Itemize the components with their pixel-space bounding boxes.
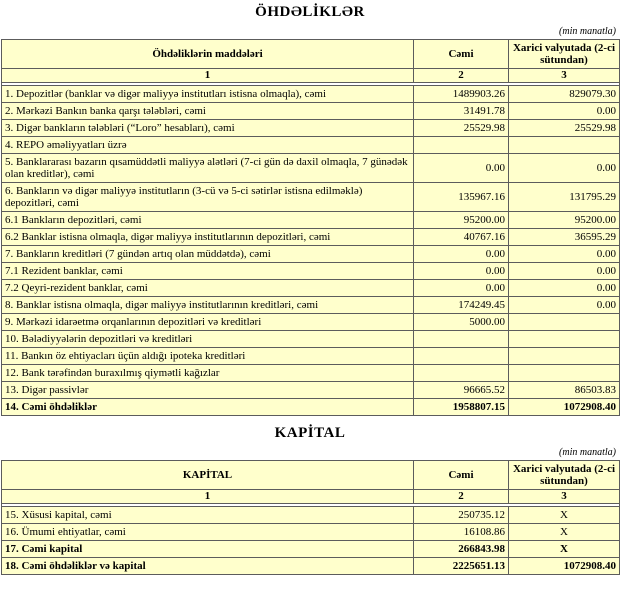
row-foreign: 0.00 [509,246,620,263]
index-row [2,490,620,504]
row-foreign: X [509,541,620,558]
unit-note: (min manatla) [559,447,616,458]
row-foreign: 0.00 [509,263,620,280]
row-label: 11. Bankın öz ehtiyacları üçün aldığı ipoteka kreditləri [2,348,414,365]
row-foreign: X [509,507,620,524]
row-total: 40767.16 [414,229,509,246]
total-header-cell: Cəmi [414,40,509,69]
capital-section [1,425,619,575]
row-label: 17. Cəmi kapital [2,541,414,558]
items-header-cell: Öhdəliklərin maddələri [2,40,414,69]
row-label: 9. Mərkəzi idarəetmə orqanlarının depozitləri və kreditləri [2,314,414,331]
row-total: 0.00 [414,246,509,263]
row-label: 7.1 Rezident banklar, cəmi [2,263,414,280]
header-row [2,40,620,69]
row-label: 1. Depozitlər (banklar və digər maliyyə institutları istisna olmaqla), cəmi [2,86,414,103]
row-foreign: 95200.00 [509,212,620,229]
table-row [2,280,620,297]
row-foreign [509,314,620,331]
table-row [2,382,620,399]
index-row [2,69,620,83]
row-label: 8. Banklar istisna olmaqla, digər maliyyə institutlarının kreditləri, cəmi [2,297,414,314]
table-row [2,297,620,314]
index-cell: 2 [414,69,509,83]
row-total: 31491.78 [414,103,509,120]
row-foreign [509,348,620,365]
table-row [2,154,620,183]
table-row [2,365,620,382]
row-total [414,331,509,348]
row-foreign [509,137,620,154]
row-label: 6. Bankların və digər maliyyə institutların (3-cü və 5-ci sətirlər istisna edilməklə) depozitləri, cəmi [2,183,414,212]
row-label: 7.2 Qeyri-rezident banklar, cəmi [2,280,414,297]
row-foreign: 829079.30 [509,86,620,103]
capital-title: KAPİTAL [274,425,346,441]
table-row [2,507,620,524]
row-total [414,365,509,382]
row-total: 0.00 [414,263,509,280]
table-row [2,103,620,120]
table-row [2,348,620,365]
total-header-cell: Cəmi [414,461,509,490]
table-row [2,183,620,212]
table-row-total-liabilities [2,399,620,416]
index-cell: 1 [2,490,414,504]
index-cell: 2 [414,490,509,504]
row-total: 266843.98 [414,541,509,558]
liabilities-section [1,4,619,416]
table-row [2,229,620,246]
row-foreign: 86503.83 [509,382,620,399]
items-header-cell: KAPİTAL [2,461,414,490]
row-foreign: 0.00 [509,280,620,297]
row-label: 7. Bankların kreditləri (7 gündən artıq olan müddətdə), cəmi [2,246,414,263]
row-label: 13. Digər passivlər [2,382,414,399]
foreign-header-cell: Xarici valyutada (2-ci sütundan) [509,461,620,490]
index-cell: 1 [2,69,414,83]
row-total: 5000.00 [414,314,509,331]
row-foreign: 1072908.40 [509,558,620,575]
row-label: 6.2 Banklar istisna olmaqla, digər maliyyə institutlarının depozitləri, cəmi [2,229,414,246]
table-row [2,120,620,137]
row-foreign [509,331,620,348]
table-row [2,524,620,541]
row-foreign: 131795.29 [509,183,620,212]
row-label: 10. Bələdiyyələrin depozitləri və kreditləri [2,331,414,348]
row-foreign: 0.00 [509,297,620,314]
row-total: 1489903.26 [414,86,509,103]
table-row [2,212,620,229]
row-foreign: 36595.29 [509,229,620,246]
capital-table [1,460,620,575]
row-total [414,348,509,365]
row-label: 12. Bank tərəfindən buraxılmış qiymətli kağızlar [2,365,414,382]
row-label: 6.1 Bankların depozitləri, cəmi [2,212,414,229]
row-label: 14. Cəmi öhdəliklər [2,399,414,416]
table-row-total-capital [2,541,620,558]
row-total: 16108.86 [414,524,509,541]
row-label: 3. Digər bankların tələbləri (“Loro” hesabları), cəmi [2,120,414,137]
row-total: 25529.98 [414,120,509,137]
row-total: 2225651.13 [414,558,509,575]
row-total: 95200.00 [414,212,509,229]
index-cell: 3 [509,490,620,504]
row-label: 15. Xüsusi kapital, cəmi [2,507,414,524]
table-row [2,137,620,154]
table-row [2,263,620,280]
row-foreign: 25529.98 [509,120,620,137]
row-foreign: 0.00 [509,154,620,183]
liabilities-table [1,39,620,416]
row-total: 1958807.15 [414,399,509,416]
row-label: 18. Cəmi öhdəliklər və kapital [2,558,414,575]
row-total: 96665.52 [414,382,509,399]
table-row [2,86,620,103]
table-row [2,331,620,348]
table-row [2,246,620,263]
row-label: 4. REPO əməliyyatları üzrə [2,137,414,154]
table-row-grand-total [2,558,620,575]
unit-note: (min manatla) [559,26,616,37]
row-foreign: X [509,524,620,541]
row-foreign [509,365,620,382]
row-total: 250735.12 [414,507,509,524]
foreign-header-cell: Xarici valyutada (2-ci sütundan) [509,40,620,69]
index-cell: 3 [509,69,620,83]
row-total: 135967.16 [414,183,509,212]
row-total: 0.00 [414,280,509,297]
row-total: 0.00 [414,154,509,183]
liabilities-title: ÖHDƏLİKLƏR [255,4,365,20]
row-label: 16. Ümumi ehtiyatlar, cəmi [2,524,414,541]
row-total [414,137,509,154]
header-row [2,461,620,490]
row-label: 2. Mərkəzi Bankın banka qarşı tələbləri, cəmi [2,103,414,120]
row-foreign: 0.00 [509,103,620,120]
row-foreign: 1072908.40 [509,399,620,416]
row-label: 5. Banklararası bazarın qısamüddətli maliyyə alətləri (7-ci gün də daxil olmaqla, 7 günədək olan kreditlər), cəmi [2,154,414,183]
row-total: 174249.45 [414,297,509,314]
table-row [2,314,620,331]
